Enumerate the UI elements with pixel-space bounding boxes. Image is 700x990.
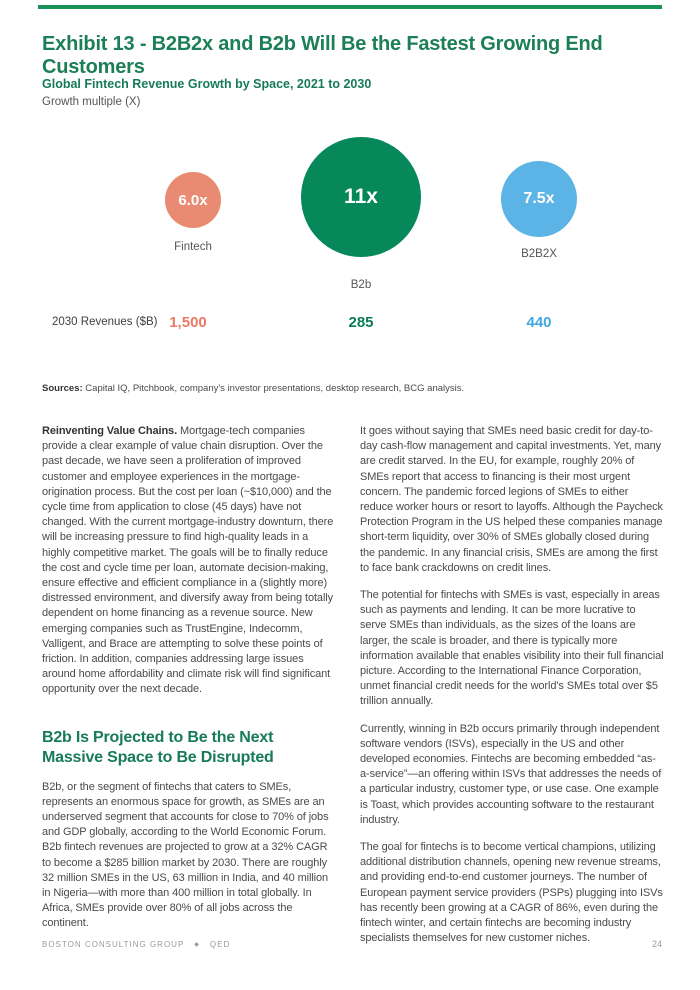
bubble-b2b2x bbox=[501, 161, 577, 237]
paragraph-lead-in: Reinventing Value Chains. bbox=[42, 425, 178, 437]
section-heading-b2b-disrupted: B2b Is Projected to Be the Next Massive Space to Be Disrupted bbox=[42, 728, 274, 766]
paragraph-b2b-segment: B2b, or the segment of fintechs that caters to SMEs, represents an enormous space for growth, as SMEs are an underserved segment that accounts for close to 70% of jobs and GDP globally, according to the World Economic Forum. B2b fintech revenues are projected to grow at a 32% CAGR to become a $285 billion market by 2030. There are roughly 32 million SMEs in the US, 63 million in India, and 40 million in Nigeria—with more than 400 million in total globally. In Africa, SMEs provide over 80% of all jobs across the continent. bbox=[42, 780, 329, 930]
sources-label: Sources: bbox=[42, 383, 83, 394]
revenue-row-label: 2030 Revenues ($B) bbox=[52, 316, 158, 328]
body-column-left bbox=[42, 424, 334, 959]
top-accent-bar bbox=[38, 5, 662, 9]
footer-brand-bcg: BOSTON CONSULTING GROUP bbox=[42, 939, 185, 949]
footer-brand-qed: QED bbox=[209, 939, 231, 949]
revenue-value-b2b: 285 bbox=[348, 314, 374, 331]
footer-brand bbox=[42, 940, 230, 949]
paragraph-text: Mortgage-tech companies provide a clear example of value chain disruption. Over the past decade, we have seen a proliferation of improved customer and employee experiences in the mortgage-origination process. But the cost per loan (~$10,000) and the cycle time from application to close (45 days) have not changed. With the current mortgage-industry downturn, there will be increasing pressure to find high-quality leads in a highly competitive market. The goals will be to finally reduce the cost and cycle time per loan, automate decision-making, ensure effective and efficient compliance in a (slightly more) distressed environment, and diversify away from being totally dependent on home financing as a revenue source. New emerging companies such as TrustEngine, Indecomm, Valligent, and Brace are attempting to solve these points of friction. In addition, companies addressing large issues around home affordability and climate risk will find significant opportunity over the next decade. bbox=[42, 425, 334, 696]
bubble-fintech-multiple: 6.0x bbox=[178, 191, 208, 209]
paragraph-vertical-champions: The goal for fintechs is to become vertical champions, utilizing additional distribution channels, opening new revenue streams, and providing end-to-end customer journeys. The number of European payment service providers (PSPs) plugging into ISVs has recently been growing at a CAGR of 86%, even during the fintech winter, and certain fintechs are becoming industry specialists themselves for new customer niches. bbox=[360, 841, 663, 945]
page-number: 24 bbox=[651, 939, 662, 949]
sources-line bbox=[42, 383, 642, 394]
chart-unit-label: Growth multiple (X) bbox=[42, 96, 141, 108]
revenue-value-b2b2x: 440 bbox=[526, 314, 552, 331]
bubble-b2b-multiple: 11x bbox=[344, 185, 378, 208]
paragraph-isvs: Currently, winning in B2b occurs primarily through independent software vendors (ISVs), especially in the US and other developed economies. Fintechs are becoming embedded “as-a-service”—an offering within ISVs that addresses the needs of a particular industry, customer type, or use case. One example is Toast, which provides accounting software to the restaurant industry. bbox=[360, 722, 662, 826]
body-column-right bbox=[360, 424, 664, 959]
bubble-b2b-label: B2b bbox=[350, 279, 372, 291]
diamond-separator-icon: ◆ bbox=[194, 941, 200, 948]
page-title: Exhibit 13 - B2B2x and B2b Will Be the Fastest Growing End Customers bbox=[42, 33, 603, 78]
revenue-value-fintech: 1,500 bbox=[169, 314, 207, 331]
paragraph-fintech-potential: The potential for fintechs with SMEs is vast, especially in areas such as payments and lending. It can be more lucrative to serve SMEs than individuals, as the sizes of the loans are larger, the scale is broader, and there is typically more information available that enables visibility into their full financial picture. According to the International Finance Corporation, unmet financial credit needs for the world's SMEs total over $5 trillion annually. bbox=[360, 589, 664, 708]
sources-text: Capital IQ, Pitchbook, company's investor presentations, desktop research, BCG analysis. bbox=[82, 383, 465, 394]
body-columns bbox=[42, 424, 664, 959]
bubble-b2b bbox=[301, 137, 421, 257]
paragraph-reinventing-value-chains bbox=[42, 424, 334, 698]
bubble-b2b2x-multiple: 7.5x bbox=[523, 190, 555, 207]
bubble-b2b2x-label: B2B2X bbox=[521, 248, 557, 260]
chart-title: Global Fintech Revenue Growth by Space, 2021 to 2030 bbox=[42, 77, 372, 91]
bubble-fintech-label: Fintech bbox=[174, 241, 212, 253]
bubble-fintech bbox=[165, 172, 221, 228]
paragraph-smes-credit: It goes without saying that SMEs need basic credit for day-to-day cash-flow management and capital investments. Yet, many are credit starved. In the EU, for example, roughly 20% of SMEs report that access to financing is their most urgent concern. The pandemic forced legions of SMEs to either reduce worker hours or resort to layoffs. Although the Paycheck Protection Program in the US helped these companies manage short-term liquidity, over 30% of SMEs globally closed during the pandemic. In any financial crisis, SMEs are among the first to face bank crackdowns on credit lines. bbox=[360, 425, 663, 574]
page-footer bbox=[42, 939, 662, 949]
